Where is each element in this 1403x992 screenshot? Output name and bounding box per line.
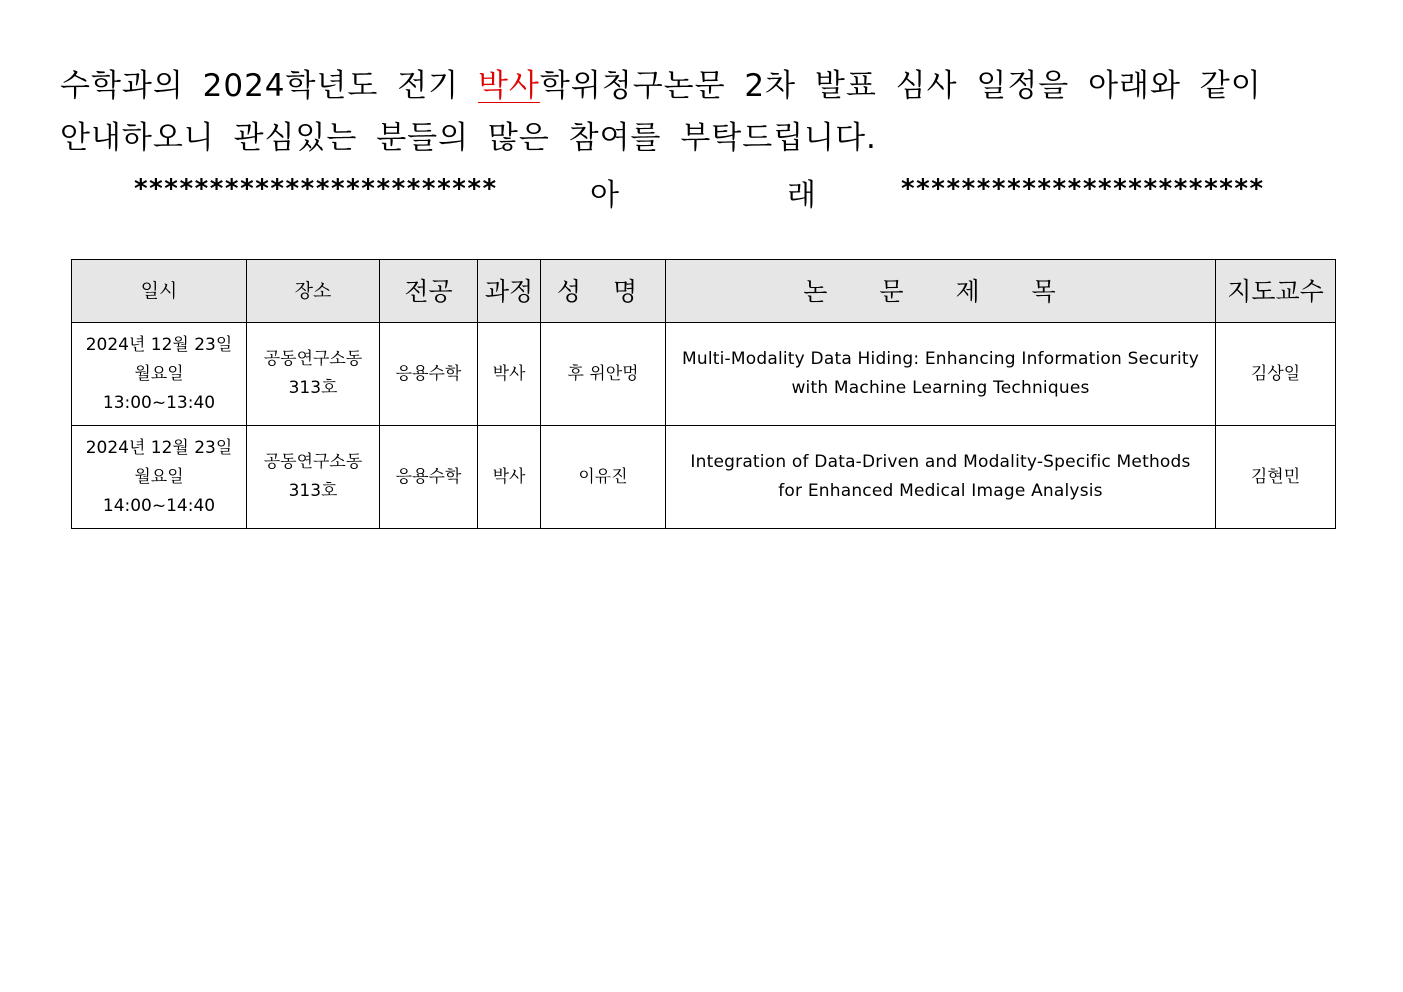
header-place: 장소 bbox=[247, 260, 380, 323]
cell-datetime: 2024년 12월 23일 월요일 13:00~13:40 bbox=[72, 323, 247, 426]
cell-advisor: 김현민 bbox=[1216, 426, 1336, 529]
cell-thesis-title: Multi-Modality Data Hiding: Enhancing Information Security with Machine Learning Techniques bbox=[666, 323, 1216, 426]
announcement-line-2: 안내하오니 관심있는 분들의 많은 참여를 부탁드립니다. bbox=[60, 120, 877, 156]
header-major: 전공 bbox=[380, 260, 478, 323]
announcement-text bbox=[60, 60, 1350, 164]
cell-course: 박사 bbox=[478, 323, 541, 426]
highlight-degree: 박사 bbox=[477, 68, 540, 104]
cell-major: 응용수학 bbox=[380, 426, 478, 529]
separator-left-stars: ************************ bbox=[133, 174, 497, 204]
header-name: 성 명 bbox=[541, 260, 666, 323]
header-datetime: 일시 bbox=[72, 260, 247, 323]
cell-place: 공동연구소동 313호 bbox=[247, 426, 380, 529]
table-header-row bbox=[72, 260, 1336, 323]
cell-name: 이유진 bbox=[541, 426, 666, 529]
table-row bbox=[72, 323, 1336, 426]
cell-thesis-title: Integration of Data-Driven and Modality-Specific Methods for Enhanced Medical Image Analysis bbox=[666, 426, 1216, 529]
cell-course: 박사 bbox=[478, 426, 541, 529]
announcement-line-1: 수학과의 2024학년도 전기 박사학위청구논문 2차 발표 심사 일정을 아래와 같이 bbox=[60, 68, 1262, 104]
cell-place: 공동연구소동 313호 bbox=[247, 323, 380, 426]
cell-major: 응용수학 bbox=[380, 323, 478, 426]
cell-datetime: 2024년 12월 23일 월요일 14:00~14:40 bbox=[72, 426, 247, 529]
separator-right-stars: ************************ bbox=[900, 174, 1264, 204]
separator-char-1: 아 bbox=[590, 178, 619, 213]
header-advisor: 지도교수 bbox=[1216, 260, 1336, 323]
separator-char-2: 래 bbox=[787, 178, 816, 213]
cell-advisor: 김상일 bbox=[1216, 323, 1336, 426]
header-course: 과정 bbox=[478, 260, 541, 323]
table-row bbox=[72, 426, 1336, 529]
header-thesis-title: 논 문 제 목 bbox=[666, 260, 1216, 323]
schedule-table bbox=[71, 259, 1336, 529]
cell-name: 후 위안멍 bbox=[541, 323, 666, 426]
separator-line bbox=[0, 170, 1403, 213]
